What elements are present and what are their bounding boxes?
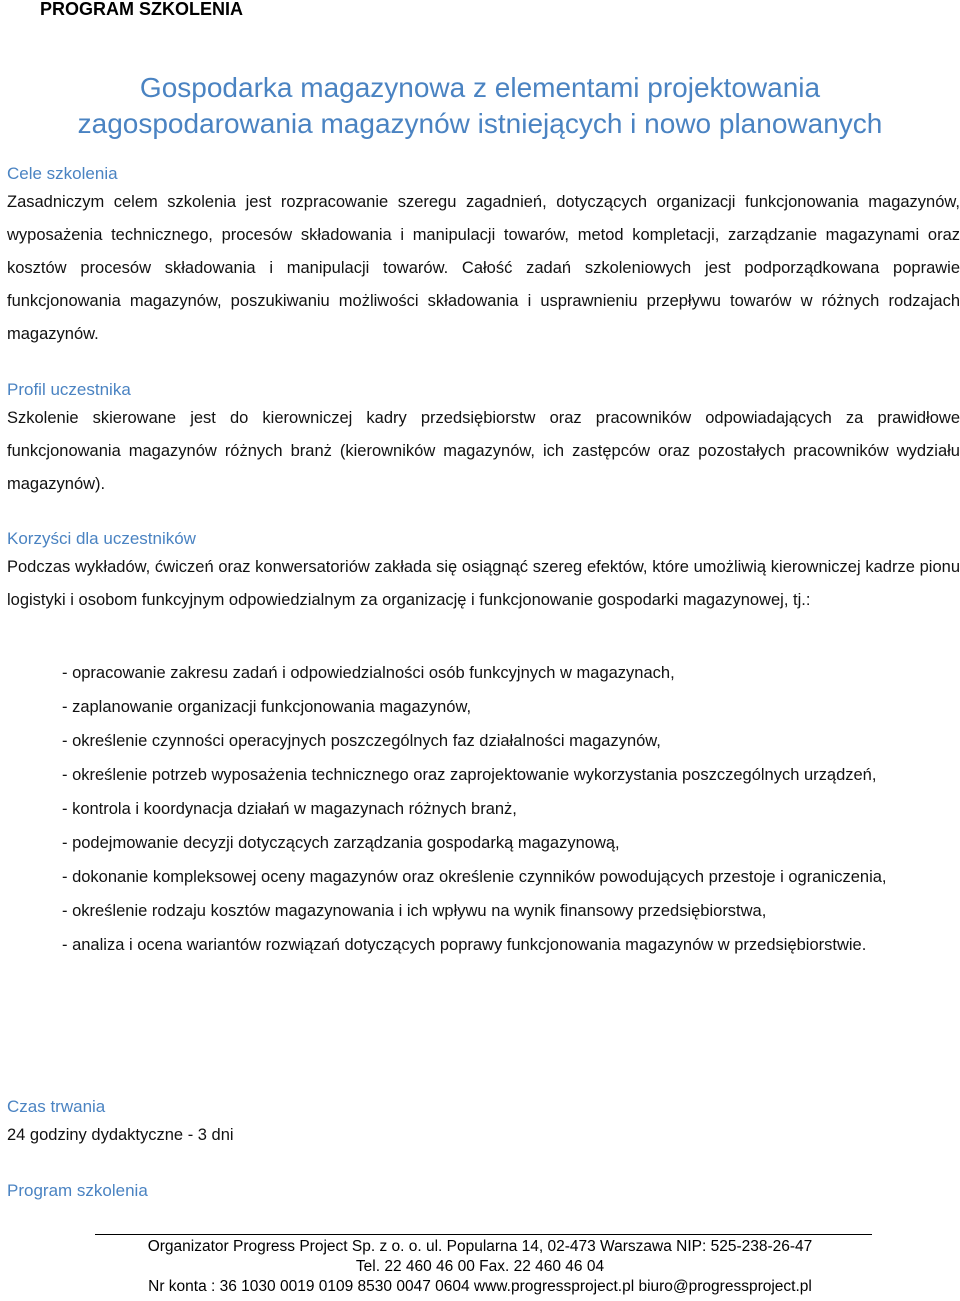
profile-heading: Profil uczestnika <box>7 380 131 399</box>
list-item: - opracowanie zakresu zadań i odpowiedzialności osób funkcyjnych w magazynach, <box>62 664 675 682</box>
goals-section <box>7 164 960 351</box>
page-title <box>0 70 960 142</box>
program-section <box>7 1181 960 1201</box>
duration-text: 24 godziny dydaktyczne - 3 dni <box>7 1126 234 1144</box>
list-item: - określenie potrzeb wyposażenia technicznego oraz zaprojektowanie wykorzystania poszczególnych urządzeń, <box>62 766 877 784</box>
list-item: - podejmowanie decyzji dotyczących zarządzania gospodarką magazynową, <box>62 834 620 852</box>
goals-text: Zasadniczym celem szkolenia jest rozpracowanie szeregu zagadnień, dotyczących organizacji funkcjonowania magazynów, wyposażenia technicznego, procesów składowania i manipulacji towarów, metod kompletacji, zarządzanie magazynami oraz kosztów procesów składowania i manipulacji towarów. Całość zadań szkoleniowych jest podporządkowana poprawie funkcjonowania magazynów, poszukiwaniu możliwości składowania i usprawnieniu przepływu towarów w różnych rodzajach magazynów. <box>7 193 960 343</box>
document-header-label: PROGRAM SZKOLENIA <box>40 0 244 19</box>
benefits-text: Podczas wykładów, ćwiczeń oraz konwersatoriów zakłada się osiągnąć szereg efektów, które umożliwią kierowniczej kadrze pionu logistyki i osobom funkcyjnym odpowiedzialnym za organizację i funkcjonowanie gospodarki magazynowej, tj.: <box>7 558 960 609</box>
title-line-1: Gospodarka magazynowa z elementami projektowania <box>139 72 821 103</box>
benefits-heading: Korzyści dla uczestników <box>7 529 196 548</box>
footer-line-3: Nr konta : 36 1030 0019 0109 8530 0047 0604 www.progressproject.pl biuro@progressproject.pl <box>148 1278 812 1295</box>
list-item: - dokonanie kompleksowej oceny magazynów oraz określenie czynników powodujących przestoje i ograniczenia, <box>62 868 887 886</box>
goals-heading: Cele szkolenia <box>7 164 118 183</box>
list-item: - zaplanowanie organizacji funkcjonowania magazynów, <box>62 698 472 716</box>
footer-divider <box>95 1234 872 1235</box>
footer <box>0 1237 960 1297</box>
benefits-list <box>62 657 960 963</box>
footer-line-2: Tel. 22 460 46 00 Fax. 22 460 46 04 <box>355 1258 605 1275</box>
profile-text: Szkolenie skierowane jest do kierowniczej kadry przedsiębiorstw oraz pracowników odpowiadających za prawidłowe funkcjonowania magazynów różnych branż (kierowników magazynów, ich zastępców oraz pozostałych pracowników wydziału magazynów). <box>7 409 960 493</box>
list-item: - kontrola i koordynacja działań w magazynach różnych branż, <box>62 800 517 818</box>
duration-section <box>7 1097 960 1145</box>
list-item: - określenie czynności operacyjnych poszczególnych faz działalności magazynów, <box>62 732 661 750</box>
profile-section <box>7 380 960 501</box>
program-heading: Program szkolenia <box>7 1181 148 1200</box>
list-item: - określenie rodzaju kosztów magazynowania i ich wpływu na wynik finansowy przedsiębiorstwa, <box>62 902 767 920</box>
duration-heading: Czas trwania <box>7 1097 106 1116</box>
benefits-section <box>7 529 960 617</box>
footer-line-1: Organizator Progress Project Sp. z o. o. ul. Popularna 14, 02-473 Warszawa NIP: 525-238-26-47 <box>147 1238 813 1255</box>
title-line-2: zagospodarowania magazynów istniejących i nowo planowanych <box>77 108 883 139</box>
list-item: - analiza i ocena wariantów rozwiązań dotyczących poprawy funkcjonowania magazynów w przedsiębiorstwie. <box>62 936 867 954</box>
